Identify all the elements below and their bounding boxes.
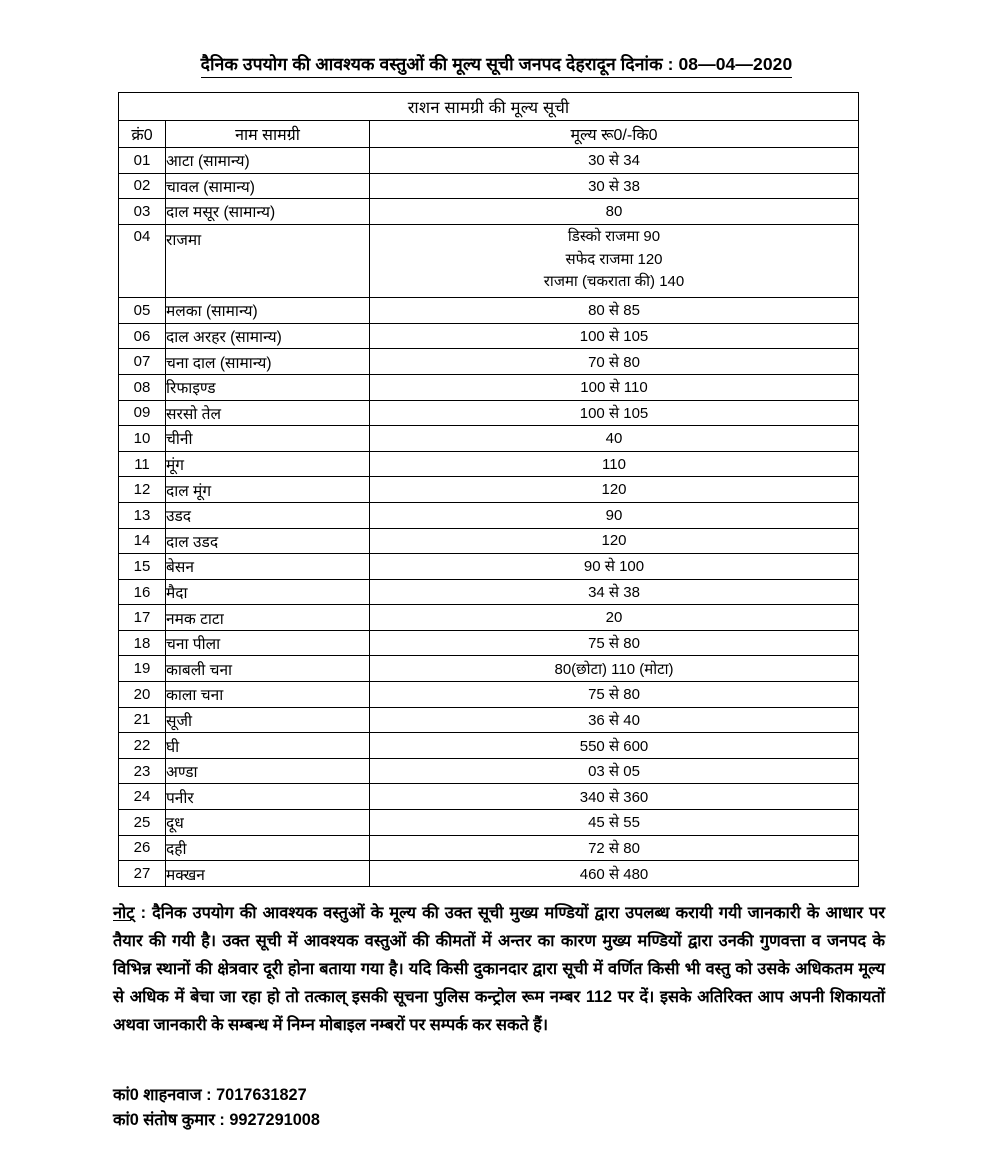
cell-item-price: 45 से 55 xyxy=(370,810,859,836)
table-row xyxy=(119,426,859,452)
cell-item-name: रिफाइण्ड xyxy=(166,374,370,400)
ration-price-table xyxy=(118,92,859,887)
cell-item-price: 75 से 80 xyxy=(370,682,859,708)
cell-serial-number: 10 xyxy=(119,426,166,452)
note-block xyxy=(113,899,885,1039)
cell-item-name: दूध xyxy=(166,810,370,836)
table-row xyxy=(119,707,859,733)
cell-item-name: दाल मसूर (सामान्य) xyxy=(166,199,370,225)
cell-serial-number: 15 xyxy=(119,554,166,580)
table-row xyxy=(119,323,859,349)
cell-serial-number: 16 xyxy=(119,579,166,605)
cell-item-price: 80 से 85 xyxy=(370,298,859,324)
table-row xyxy=(119,630,859,656)
cell-item-price: 70 से 80 xyxy=(370,349,859,375)
price-line: सफेद राजमा 120 xyxy=(565,250,663,268)
cell-item-name: पनीर xyxy=(166,784,370,810)
cell-item-price: 72 से 80 xyxy=(370,835,859,861)
price-line: डिस्को राजमा 90 xyxy=(567,227,661,245)
cell-item-name: सरसो तेल xyxy=(166,400,370,426)
table-row xyxy=(119,810,859,836)
cell-serial-number: 08 xyxy=(119,374,166,400)
table-row xyxy=(119,502,859,528)
cell-serial-number: 01 xyxy=(119,148,166,174)
table-caption-row xyxy=(119,93,859,121)
table-head xyxy=(119,93,859,148)
note-separator: : xyxy=(134,904,153,922)
table-row xyxy=(119,605,859,631)
cell-item-price: 340 से 360 xyxy=(370,784,859,810)
cell-item-price: 34 से 38 xyxy=(370,579,859,605)
cell-item-price xyxy=(370,224,859,297)
cell-item-name: मलका (सामान्य) xyxy=(166,298,370,324)
cell-item-price: 100 से 105 xyxy=(370,400,859,426)
cell-item-price: 460 से 480 xyxy=(370,861,859,887)
cell-serial-number: 23 xyxy=(119,758,166,784)
note-label: नोट् xyxy=(113,904,135,922)
cell-item-price: 90 xyxy=(370,502,859,528)
table-row xyxy=(119,148,859,174)
table-row xyxy=(119,656,859,682)
table-caption: राशन सामग्री की मूल्य सूची xyxy=(119,93,859,121)
table-row xyxy=(119,400,859,426)
cell-item-price: 90 से 100 xyxy=(370,554,859,580)
table-row xyxy=(119,784,859,810)
table-header-row xyxy=(119,121,859,148)
cell-item-name: दही xyxy=(166,835,370,861)
cell-item-price: 100 से 105 xyxy=(370,323,859,349)
cell-item-name: दाल अरहर (सामान्य) xyxy=(166,323,370,349)
cell-item-price: 03 से 05 xyxy=(370,758,859,784)
cell-item-name: घी xyxy=(166,733,370,759)
table-row xyxy=(119,374,859,400)
cell-item-name: दाल उडद xyxy=(166,528,370,554)
document-title-container xyxy=(0,52,993,78)
cell-item-name: काला चना xyxy=(166,682,370,708)
cell-serial-number: 04 xyxy=(119,224,166,297)
table-row xyxy=(119,528,859,554)
cell-serial-number: 19 xyxy=(119,656,166,682)
cell-serial-number: 11 xyxy=(119,451,166,477)
table-row xyxy=(119,682,859,708)
cell-item-name: चना पीला xyxy=(166,630,370,656)
cell-serial-number: 17 xyxy=(119,605,166,631)
table-row xyxy=(119,733,859,759)
cell-item-name: चीनी xyxy=(166,426,370,452)
table-row xyxy=(119,451,859,477)
cell-item-name: चना दाल (सामान्य) xyxy=(166,349,370,375)
cell-item-price: 550 से 600 xyxy=(370,733,859,759)
cell-item-name: मक्खन xyxy=(166,861,370,887)
cell-serial-number: 02 xyxy=(119,173,166,199)
cell-item-name: चावल (सामान्य) xyxy=(166,173,370,199)
table-row xyxy=(119,199,859,225)
contact-line xyxy=(113,1108,320,1133)
cell-item-name: मैदा xyxy=(166,579,370,605)
contact-name: कां0 संतोष कुमार xyxy=(113,1110,215,1129)
cell-item-name: अण्डा xyxy=(166,758,370,784)
cell-item-name: नमक टाटा xyxy=(166,605,370,631)
cell-item-price: 120 xyxy=(370,528,859,554)
cell-item-price: 120 xyxy=(370,477,859,503)
contacts-block xyxy=(113,1083,320,1133)
cell-item-name: उडद xyxy=(166,502,370,528)
cell-serial-number: 03 xyxy=(119,199,166,225)
table-row xyxy=(119,758,859,784)
cell-serial-number: 20 xyxy=(119,682,166,708)
contact-phone: 9927291008 xyxy=(229,1110,320,1129)
cell-serial-number: 13 xyxy=(119,502,166,528)
cell-item-name: सूजी xyxy=(166,707,370,733)
cell-item-price: 80 xyxy=(370,199,859,225)
cell-serial-number: 22 xyxy=(119,733,166,759)
table-body xyxy=(119,148,859,887)
cell-serial-number: 26 xyxy=(119,835,166,861)
cell-serial-number: 25 xyxy=(119,810,166,836)
table-row xyxy=(119,224,859,297)
cell-item-price: 40 xyxy=(370,426,859,452)
table-row xyxy=(119,554,859,580)
table-row xyxy=(119,298,859,324)
cell-serial-number: 27 xyxy=(119,861,166,887)
cell-item-price: 110 xyxy=(370,451,859,477)
contact-phone: 7017631827 xyxy=(216,1086,307,1104)
note-body: दैनिक उपयोग की आवश्यक वस्तुओं के मूल्य की उक्त सूची मुख्य मण्डियों द्वारा उपलब्ध करायी गयी जानकारी के आधार पर तैयार की गयी है। उक्त सूची में आवश्यक वस्तुओं की कीमतों में अन्तर का कारण मुख्य मण्डियों द्वारा उनकी गुणवत्ता व जनपद के विभिन्न स्थानों की क्षेत्रवार दूरी होना बताया गया है। यदि किसी दुकानदार द्वारा सूची में वर्णित किसी भी वस्तु को उसके अधिकतम मूल्य से अधिक में बेचा जा रहा हो तो तत्काल् इसकी सूचना पुलिस कन्ट्रोल रूम नम्बर 112 पर दें। इसके अतिरिक्त आप अपनी शिकायतों अथवा जानकारी के सम्बन्ध में निम्न मोबाइल नम्बरों पर सम्पर्क कर सकते हैं। xyxy=(113,904,886,1035)
cell-item-price: 75 से 80 xyxy=(370,630,859,656)
cell-serial-number: 09 xyxy=(119,400,166,426)
cell-serial-number: 05 xyxy=(119,298,166,324)
price-line: राजमा (चकराता की) 140 xyxy=(543,273,685,291)
table-row xyxy=(119,173,859,199)
table-row xyxy=(119,349,859,375)
cell-serial-number: 24 xyxy=(119,784,166,810)
cell-serial-number: 12 xyxy=(119,477,166,503)
cell-item-price: 80(छोटा) 110 (मोटा) xyxy=(370,656,859,682)
contact-name: कां0 शाहनवाज xyxy=(113,1086,202,1104)
cell-serial-number: 21 xyxy=(119,707,166,733)
cell-item-name: बेसन xyxy=(166,554,370,580)
table-row xyxy=(119,579,859,605)
contact-separator: : xyxy=(214,1110,230,1129)
cell-item-price: 30 से 38 xyxy=(370,173,859,199)
table-row xyxy=(119,835,859,861)
cell-serial-number: 14 xyxy=(119,528,166,554)
contact-separator: : xyxy=(201,1086,217,1104)
price-line-group xyxy=(370,225,858,297)
cell-item-name: दाल मूंग xyxy=(166,477,370,503)
cell-item-name: काबली चना xyxy=(166,656,370,682)
column-header-sno: क्रं0 xyxy=(119,121,166,148)
cell-serial-number: 07 xyxy=(119,349,166,375)
cell-serial-number: 18 xyxy=(119,630,166,656)
cell-item-name: आटा (सामान्य) xyxy=(166,148,370,174)
column-header-name: नाम सामग्री xyxy=(166,121,370,148)
cell-item-name: मूंग xyxy=(166,451,370,477)
table-row xyxy=(119,477,859,503)
cell-item-price: 30 से 34 xyxy=(370,148,859,174)
cell-item-price: 36 से 40 xyxy=(370,707,859,733)
cell-item-price: 20 xyxy=(370,605,859,631)
cell-item-price: 100 से 110 xyxy=(370,374,859,400)
table-row xyxy=(119,861,859,887)
contact-line xyxy=(113,1083,320,1108)
cell-item-name: राजमा xyxy=(166,224,370,297)
column-header-price: मूल्य रू0/-कि0 xyxy=(370,121,859,148)
cell-serial-number: 06 xyxy=(119,323,166,349)
page-title: दैनिक उपयोग की आवश्यक वस्तुओं की मूल्य सूची जनपद देहरादून दिनांक : 08—04—2020 xyxy=(201,52,793,78)
